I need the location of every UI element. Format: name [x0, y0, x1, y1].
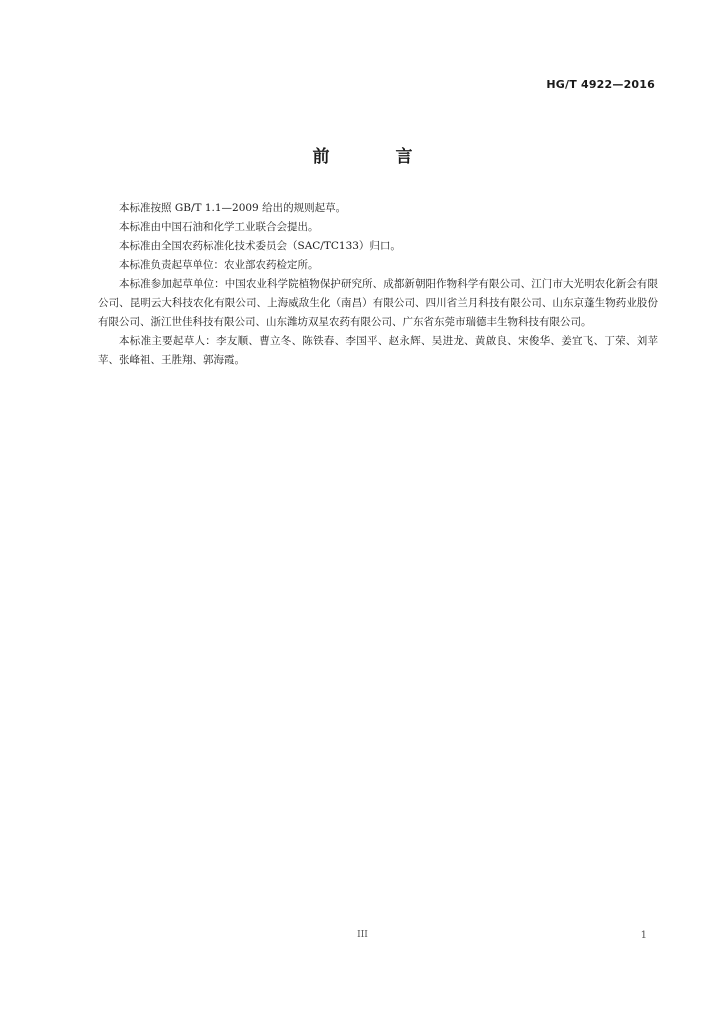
page-title: 前 言: [312, 147, 443, 167]
paragraph-under-jurisdiction: 本标准由全国农药标准化技术委员会（SAC/TC133）归口。: [119, 240, 401, 252]
page-number: III: [357, 930, 368, 940]
paragraph-responsible-unit: 本标准负责起草单位：农业部农药检定所。: [119, 259, 319, 271]
paragraph-participating-units: 本标准参加起草单位：中国农业科学院植物保护研究所、成都新朝阳作物科学有限公司、江门市大光明农化新会有限公司、昆明云大科技农化有限公司、上海威敌生化（南昌）有限公司、四川省兰月科技有限公司、山东京蓬生物药业股份有限公司、浙江世佳科技有限公司、山东潍坊双星农药有限公司、广东省东莞市瑞德丰生物科技有限公司。: [98, 278, 658, 328]
preface-body: [98, 199, 658, 370]
paragraph-proposed-by: 本标准由中国石油和化学工业联合会提出。: [119, 221, 319, 233]
standard-code: HG/T 4922—2016: [546, 78, 655, 91]
paragraph-drafting-rules: 本标准按照 GB/T 1.1—2009 给出的规则起草。: [119, 202, 347, 214]
paragraph-main-drafters: 本标准主要起草人：李友顺、曹立冬、陈铁春、李国平、赵永辉、吴进龙、黄啟良、宋俊华、姜宜飞、丁荣、刘苹苹、张峰祖、王胜翔、郭海霞。: [98, 335, 658, 366]
footer-mark: 1: [640, 930, 647, 941]
